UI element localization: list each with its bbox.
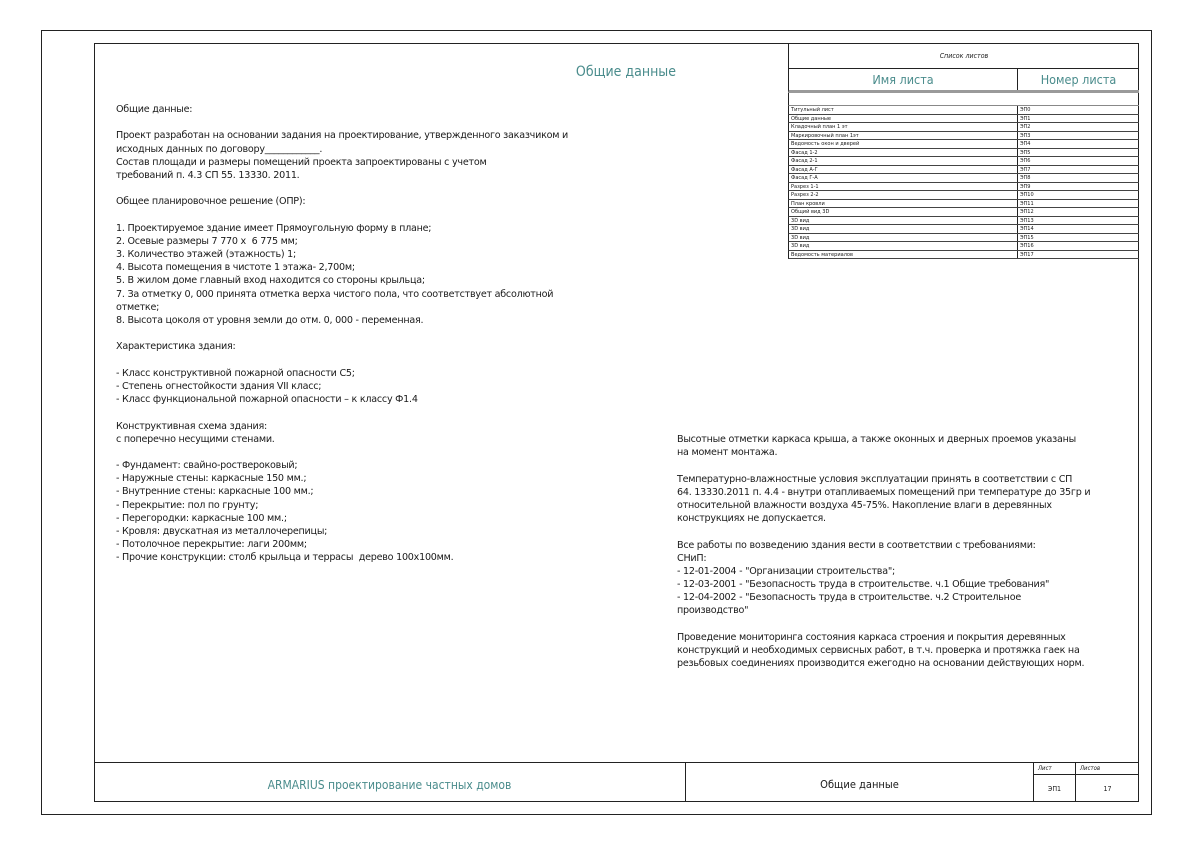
title-block-sheets-cell: [1076, 763, 1139, 802]
text-line: требований п. 4.3 СП 55. 13330. 2011.: [116, 169, 300, 181]
table-row: [788, 242, 1139, 251]
table-spacer: [788, 93, 1139, 106]
text-line: Общее планировочное решение (ОПР):: [116, 196, 306, 208]
text-line: отметке;: [116, 301, 160, 313]
text-line: [677, 525, 1090, 538]
page-title: Общие данные: [575, 64, 676, 80]
sheet-name-cell: Разрез 2-2: [789, 191, 1018, 199]
sheet-list-table: [788, 43, 1139, 259]
table-row: [788, 106, 1139, 115]
table-row: [788, 140, 1139, 149]
company-name: ARMARIUS проектирование частных домов: [94, 763, 686, 802]
table-row: [788, 183, 1139, 192]
text-line: [116, 182, 568, 195]
text-line: - Внутренние стены: каркасные 100 мм.;: [116, 486, 314, 498]
sheet-number-cell: ЭП4: [1020, 141, 1031, 147]
text-line: 7. За отметку 0, 000 принята отметка верха чистого пола, что соответствует абсолютной: [116, 288, 554, 300]
text-line: Проведение мониторинга состояния каркаса строения и покрытия деревянных: [677, 631, 1066, 643]
text-line: - Потолочное перекрытие: лаги 200мм;: [116, 539, 307, 551]
table-row: [788, 123, 1139, 132]
sheet-number-cell: ЭП5: [1020, 149, 1031, 156]
text-line: Характеристика здания:: [116, 341, 236, 353]
sheet-number-cell: ЭП14: [1020, 226, 1034, 232]
text-line: Высотные отметки каркаса крыша, а также оконных и дверных проемов указаны: [677, 434, 1076, 445]
sheet-name-cell: Общие данные: [789, 115, 1018, 123]
text-line: на момент монтажа.: [677, 447, 778, 459]
sheet-number-cell: ЭП9: [1020, 183, 1031, 190]
sheet-number-cell: ЭП17: [1020, 251, 1034, 258]
text-line: исходных данных по договору____________.: [116, 143, 323, 155]
sheet-number-cell: ЭП0: [1020, 107, 1031, 113]
sheets-label: Листов: [1076, 763, 1139, 775]
text-line: Температурно-влажностные условия эксплуатации принять в соответствии с СП: [677, 473, 1073, 485]
text-line: - 12-03-2001 - "Безопасность труда в строительстве. ч.1 Общие требования": [677, 579, 1050, 591]
sheet-name-cell: Фасад А-Г: [789, 166, 1018, 174]
table-row: [788, 200, 1139, 209]
sheets-value: 17: [1103, 784, 1112, 793]
text-line: [677, 459, 1090, 472]
table-row: [788, 234, 1139, 243]
sheet-name-cell: Ведомость окон и дверей: [789, 140, 1018, 148]
sheet-value: ЭП1: [1047, 784, 1062, 793]
text-line: конструкциях не допускается.: [677, 513, 826, 525]
text-line: 8. Высота цоколя от уровня земли до отм. 0, 000 - переменная.: [116, 315, 424, 326]
table-row: [788, 225, 1139, 234]
sheet-number-cell: ЭП15: [1020, 234, 1034, 241]
text-line: резьбовых соединениях производится ежегодно на основании действующих норм.: [677, 658, 1085, 670]
title-block-sheet-name: Общие данные: [686, 763, 1034, 802]
text-line: 64. 13330.2011 п. 4.4 - внутри отапливаемых помещений при температуре до 35гр и: [677, 486, 1091, 498]
text-line: Проект разработан на основании задания на проектирование, утвержденного заказчиком и: [116, 130, 569, 142]
text-line: - Наружные стены: каркасные 150 мм.;: [116, 473, 307, 485]
text-line: 1. Проектируемое здание имеет Прямоугольную форму в плане;: [116, 222, 432, 234]
text-line: 3. Количество этажей (этажность) 1;: [116, 249, 296, 261]
text-line: 5. В жилом доме главный вход находится со стороны крыльца;: [116, 275, 425, 287]
table-row: [788, 115, 1139, 124]
sheet-number-cell: ЭП7: [1020, 166, 1031, 173]
text-line: - 12-04-2002 - "Безопасность труда в строительстве. ч.2 Строительное: [677, 592, 1021, 604]
sheet-name-cell: 3D вид: [789, 234, 1018, 242]
text-line: - Прочие конструкции: столб крыльца и террасы дерево 100х100мм.: [116, 552, 454, 564]
text-line: Состав площади и размеры помещений проекта запроектированы с учетом: [116, 156, 487, 168]
sheet-list-rows: [788, 106, 1139, 259]
sheet-name-cell: 3D вид: [789, 242, 1018, 250]
table-row: [788, 174, 1139, 183]
sheet-number-cell: ЭП2: [1020, 124, 1031, 130]
text-line: - Степень огнестойкости здания VII класс;: [116, 380, 322, 392]
sheet-number-cell: ЭП11: [1020, 200, 1034, 207]
text-line: - Перегородки: каркасные 100 мм.;: [116, 512, 287, 524]
sheet-list-header: [788, 69, 1139, 93]
text-line: производство": [677, 605, 749, 617]
sheet-number-cell: ЭП16: [1020, 243, 1034, 249]
text-line: [116, 354, 568, 367]
sheet-number-cell: ЭП1: [1020, 115, 1031, 122]
text-line: 2. Осевые размеры 7 770 х 6 775 мм;: [116, 235, 298, 247]
sheet-name-cell: Маркировочный план 1эт: [789, 132, 1018, 140]
column-header-sheet-name: Имя листа: [789, 69, 1018, 90]
sheet-name-cell: Кладочный план 1 эт: [789, 123, 1018, 131]
sheet-name-cell: Фасад Г-А: [789, 174, 1018, 182]
text-line: [116, 209, 568, 222]
text-line: - Фундамент: свайно-роствероковый;: [116, 460, 298, 472]
table-row: [788, 166, 1139, 175]
table-row: [788, 217, 1139, 226]
sheet-name-cell: Общий вид 3D: [789, 208, 1018, 216]
text-line: [116, 406, 568, 419]
text-line: с поперечно несущими стенами.: [116, 433, 275, 445]
text-line: Общие данные:: [116, 104, 193, 115]
table-row: [788, 251, 1139, 260]
sheet-number-cell: ЭП13: [1020, 217, 1034, 224]
text-line: [116, 327, 568, 340]
text-line: - 12-01-2004 - "Организации строительства";: [677, 565, 895, 577]
text-line: Все работы по возведению здания вести в соответствии с требованиями:: [677, 539, 1036, 551]
text-line: Конструктивная схема здания:: [116, 420, 267, 432]
general-data-right-column: [677, 433, 1090, 670]
sheet-label: Лист: [1034, 763, 1075, 775]
table-row: [788, 157, 1139, 166]
text-line: - Перекрытие: пол по грунту;: [116, 499, 259, 511]
sheet-name-cell: План кровли: [789, 200, 1018, 208]
title-block: [94, 762, 1139, 802]
text-line: [116, 446, 568, 459]
sheet-number-cell: ЭП12: [1020, 209, 1034, 215]
sheet-name-cell: Титульный лист: [789, 106, 1018, 114]
text-line: [677, 618, 1090, 631]
sheet-name-cell: Разрез 1-1: [789, 183, 1018, 191]
sheet-name-cell: Фасад 2-1: [789, 157, 1018, 165]
table-row: [788, 132, 1139, 141]
text-line: конструкций и необходимых сервисных работ, в т.ч. проверка и протяжка гаек на: [677, 645, 1080, 656]
general-data-left-column: [116, 103, 568, 565]
sheet-name-cell: 3D вид: [789, 217, 1018, 225]
text-line: - Класс функциональной пожарной опасности – к классу Ф1.4: [116, 394, 418, 406]
sheet-list-title: Список листов: [788, 43, 1139, 69]
title-block-sheet-cell: [1034, 763, 1076, 802]
text-line: - Класс конструктивной пожарной опасности С5;: [116, 367, 355, 379]
text-line: СНиП:: [677, 552, 707, 564]
sheet-name-cell: Ведомость материалов: [789, 251, 1018, 259]
sheet-number-cell: ЭП8: [1020, 175, 1031, 181]
sheet-name-cell: 3D вид: [789, 225, 1018, 233]
sheet-number-cell: ЭП6: [1020, 158, 1031, 164]
text-line: 4. Высота помещения в чистоте 1 этажа- 2,700м;: [116, 262, 355, 274]
text-line: относительной влажности воздуха 45-75%. Накопление влаги в деревянных: [677, 499, 1052, 511]
text-line: - Кровля: двускатная из металлочерепицы;: [116, 526, 328, 537]
sheet-name-cell: Фасад 1-2: [789, 149, 1018, 157]
table-row: [788, 208, 1139, 217]
sheet-number-cell: ЭП10: [1020, 192, 1034, 198]
sheet-number-cell: ЭП3: [1020, 132, 1031, 139]
column-header-sheet-number: Номер листа: [1040, 72, 1117, 87]
table-row: [788, 149, 1139, 158]
text-line: [116, 116, 568, 129]
table-row: [788, 191, 1139, 200]
